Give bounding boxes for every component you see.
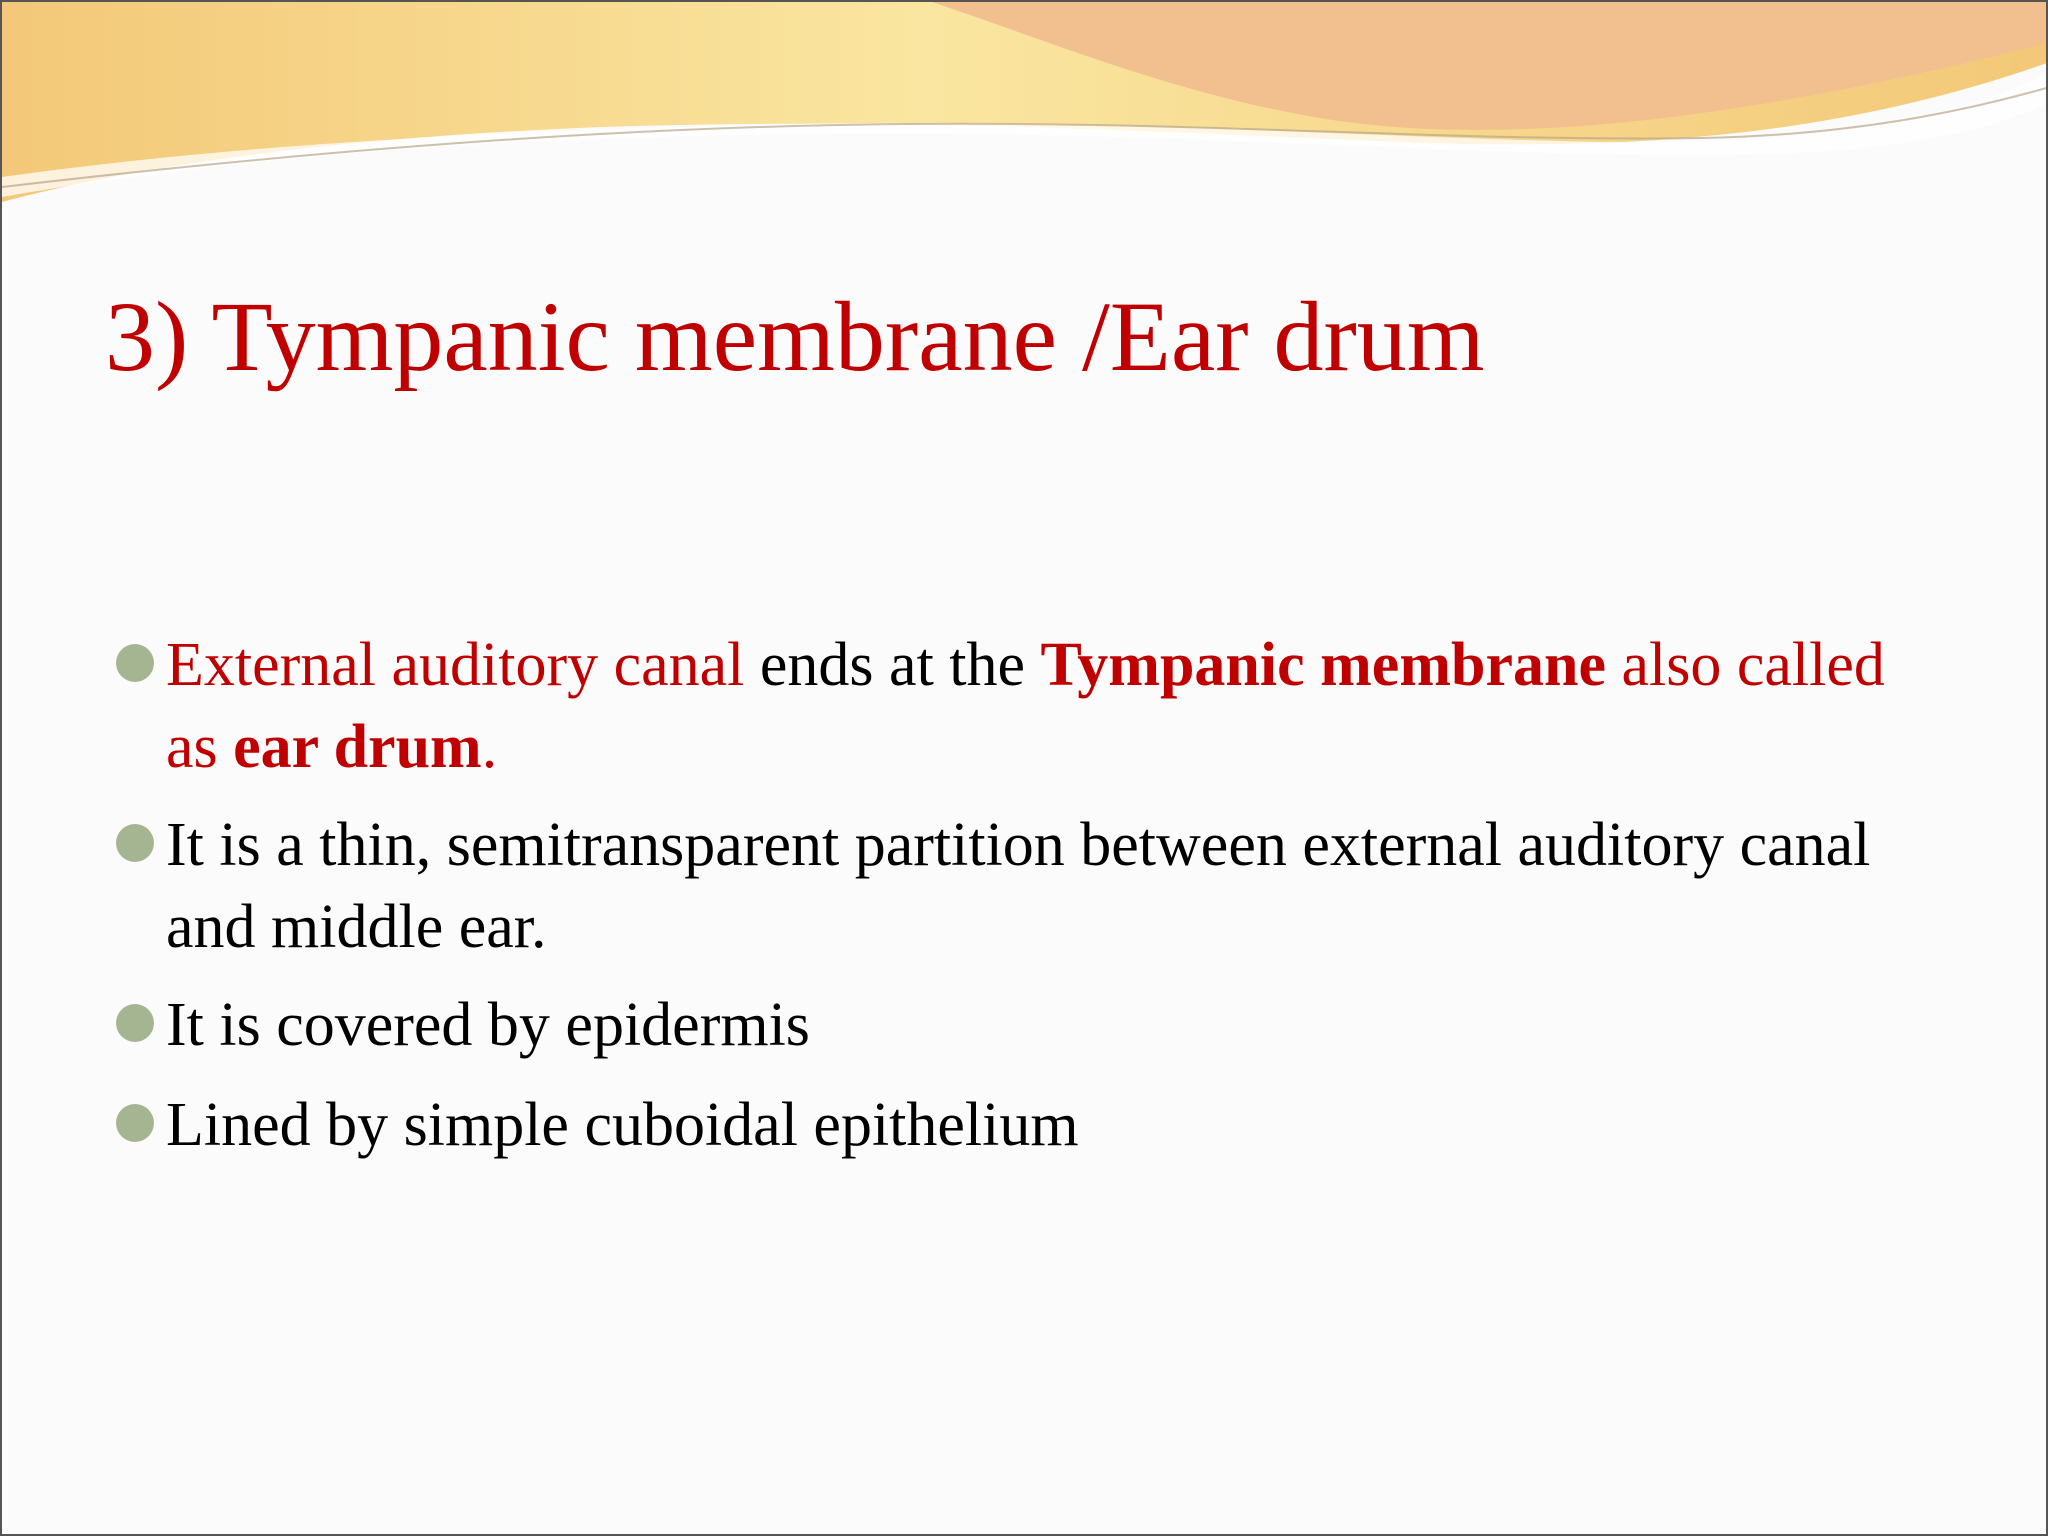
bullet-text-segment: Tympanic membrane (1040, 631, 1606, 699)
bullet-dot-icon (116, 1004, 154, 1042)
slide-title: 3) Tympanic membrane /Ear drum (105, 281, 1485, 392)
bullet-item (110, 804, 1910, 968)
bullet-dot-icon (116, 824, 154, 862)
bullet-text-segment: ear drum (233, 713, 482, 781)
decorative-wave-banner (2, 2, 2048, 242)
bullet-text-segment: ends at the (744, 631, 1041, 699)
bullet-dot-icon (116, 644, 154, 682)
bullet-text-segment: Lined by simple cuboidal epithelium (166, 1091, 1079, 1159)
bullet-text-segment: also called as (166, 631, 1885, 781)
bullet-item (110, 1084, 1910, 1166)
bullet-text-segment: It is covered by epidermis (166, 991, 810, 1059)
bullet-text-segment: External auditory canal (166, 631, 745, 699)
bullet-list (110, 624, 1910, 1182)
bullet-item (110, 984, 1910, 1066)
bullet-text-segment: It is a thin, semitransparent partition between external auditory canal and middle ear. (166, 811, 1871, 961)
bullet-dot-icon (116, 1104, 154, 1142)
bullet-text-segment: . (481, 713, 498, 781)
bullet-item (110, 624, 1910, 788)
